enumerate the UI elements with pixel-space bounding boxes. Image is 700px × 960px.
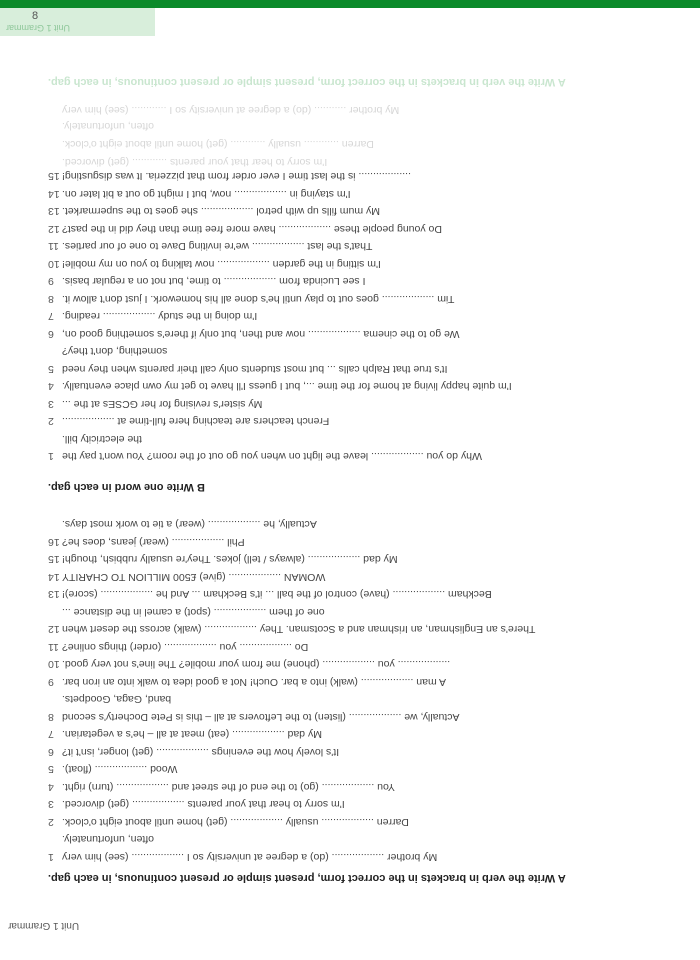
exercise-line: I'm doing in the study .................. reading. — [62, 310, 258, 322]
exercise-line: something, don't they? — [62, 345, 168, 357]
exercise-line: Phil .................. (wear) jeans, does he? — [62, 535, 245, 548]
item-number: 2 — [48, 815, 54, 828]
exercise-line: French teachers are teaching here full-time at .................. — [62, 415, 330, 427]
exercise-line: Actually, he .................. (wear) a tie to work most days. — [62, 518, 317, 530]
item-number: 2 — [48, 415, 54, 427]
exercise-line: Wood .................. (float). — [62, 763, 178, 775]
top-color-bar — [0, 0, 700, 8]
exercise-line: WOMAN .................. (give) £500 MILLION TO CHARITY — [62, 570, 326, 583]
item-number: 14 — [48, 570, 60, 583]
exercise-line: It's true that Ralph calls ... but most students only call their parents when they need — [62, 362, 448, 375]
exercise-line: Do .................. you .................. (order) things online? — [62, 640, 309, 653]
exercise-line: Darren .................. usually .................. (get) home until about eight o'clock. — [62, 815, 409, 828]
exercise-line: You .................. (go) to the end of the street and .................. (turn) right. — [62, 780, 395, 793]
exercise-line: Tim .................. goes out to play until he's done all his homework. I just don't allow it. — [62, 292, 455, 305]
item-number: 4 — [48, 380, 54, 392]
exercise-line: Beckham .................. (have) control of the ball ... it's Beckham ... And he .................. (score)! — [62, 588, 492, 600]
exercise-line: often, unfortunately. — [62, 833, 155, 845]
item-number: 12 — [48, 222, 60, 235]
item-number: 3 — [48, 397, 54, 410]
section-b-heading: B Write one word in each gap. — [48, 481, 205, 493]
faint-line: My brother ........... (do) a degree at university so I ............ (see) him very — [62, 104, 400, 116]
item-number: 11 — [48, 240, 59, 252]
item-number: 14 — [48, 187, 60, 200]
item-number: 10 — [48, 658, 60, 670]
page-number: 8 — [32, 10, 39, 22]
exercise-line: It's lovely how the evenings .................. (get) longer, isn't it? — [62, 745, 340, 758]
item-number: 13 — [48, 205, 60, 217]
item-number: 11 — [48, 640, 59, 653]
item-number: 8 — [48, 710, 54, 723]
item-number: 15 — [48, 170, 60, 182]
exercise-line: the electricity bill. — [62, 432, 142, 445]
exercise-line: There's an Englishman, an Irishman and a Scotsman. They .................. (walk) across the desert when — [62, 623, 536, 635]
item-number: 6 — [48, 327, 54, 340]
item-number: 16 — [48, 535, 60, 548]
item-number: 6 — [48, 745, 54, 758]
footer-label: Unit 1 Grammar — [8, 920, 80, 931]
item-number: 3 — [48, 798, 54, 810]
exercise-line: My sister's revising for her GCSEs at the ... — [62, 397, 263, 410]
item-number: 10 — [48, 257, 60, 270]
item-number: 9 — [48, 675, 54, 688]
section-a-heading: A Write the verb in brackets in the correct form, present simple or present continuous, in each gap. — [48, 872, 566, 884]
item-number: 1 — [48, 850, 54, 863]
item-number: 15 — [48, 553, 60, 565]
item-number: 1 — [48, 450, 54, 462]
exercise-line: My brother .................. (do) a degree at university so I .................. (see) him very — [62, 850, 438, 863]
exercise-line: Why do you .................. leave the light on when you go out of the room? You won't pay the — [62, 450, 482, 462]
exercise-line: My mum fills up with petrol .................. she goes to the supermarket. — [62, 205, 381, 217]
header-tab — [0, 8, 155, 36]
exercise-line: That's the last .................. we're inviting Dave to one of our parties. — [62, 240, 373, 252]
exercise-line: My dad .................. (always / tell) jokes. They're usually rubbish, though! — [62, 553, 398, 565]
item-number: 5 — [48, 763, 54, 775]
exercise-line: A man .................. (walk) into a bar. Ouch! Not a good idea to walk into an iron bar. — [62, 675, 447, 688]
header-unit-label: Unit 1 Grammar — [6, 23, 71, 33]
exercise-line: Actually, we .................. (listen) to the Leftovers at all – this is Pete Docherty's second — [62, 710, 460, 723]
exercise-line: My dad .................. (eat) meat at all – he's a vegetarian. — [62, 728, 322, 740]
exercise-line: Do young people these .................. have more free time than they did in the past? — [62, 222, 442, 235]
faint-heading: A Write the verb in brackets in the correct form, present simple or present continuous, in each gap. — [48, 76, 566, 88]
item-number: 7 — [48, 310, 54, 322]
exercise-line: .................. is the last time I ever order from that pizzeria. It was disgusting! — [62, 170, 411, 182]
item-number: 7 — [48, 728, 54, 740]
item-number: 13 — [48, 588, 60, 600]
faint-line: I'm sorry to hear that your parents ............ (get) divorced. — [62, 156, 328, 168]
exercise-line: one of them .................. (spot) a camel in the distance ... — [62, 605, 325, 618]
exercise-line: I'm sitting in the garden .................. now talking to you on my mobile! — [62, 257, 381, 270]
exercise-line: band, Gaga, Goodpets. — [62, 693, 172, 705]
faint-line: Darren ............ usually ............ (get) home until about eight o'clock. — [62, 138, 374, 150]
item-number: 5 — [48, 362, 54, 375]
faint-line: often, unfortunately. — [62, 120, 155, 132]
item-number: 9 — [48, 275, 54, 287]
exercise-line: I'm quite happy living at home for the time ..., but I guess I'll have to get my own place eventually. — [62, 380, 512, 392]
item-number: 8 — [48, 292, 54, 305]
exercise-line: .................. you .................. (phone) me from your mobile? The line's not very good. — [62, 658, 451, 670]
item-number: 4 — [48, 780, 54, 793]
item-number: 12 — [48, 623, 60, 635]
exercise-line: I'm staying in .................. now, but I might go out a bit later on. — [62, 187, 351, 200]
exercise-line: I'm sorry to hear that your parents .................. (get) divorced. — [62, 798, 345, 810]
exercise-line: We go to the cinema .................. now and then, but only if there's something good on, — [62, 327, 460, 340]
exercise-line: I see Lucinda from .................. to time, but not on a regular basis. — [62, 275, 366, 287]
